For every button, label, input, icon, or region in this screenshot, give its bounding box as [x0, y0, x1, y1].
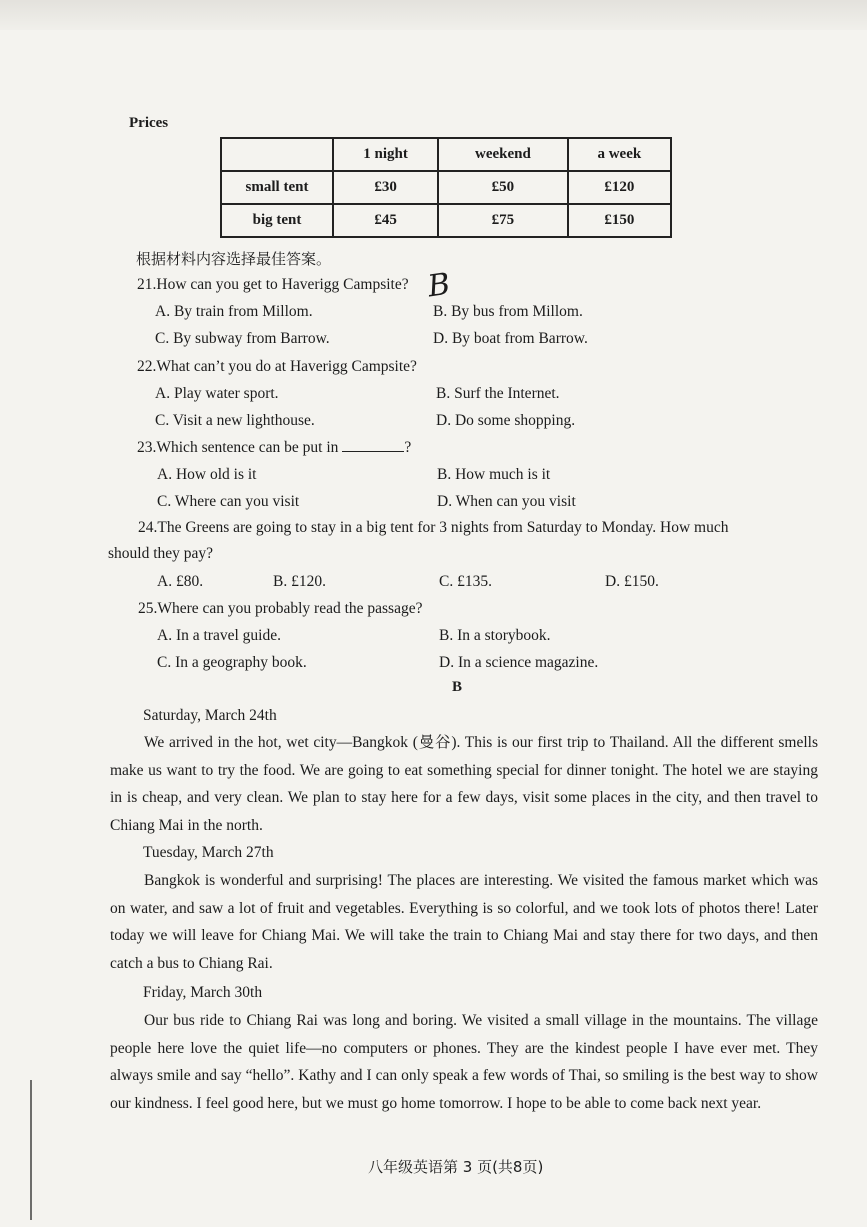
diary-paragraph-3: Our bus ride to Chiang Rai was long and boring. We visited a small village in the mountains. The village people here love the quiet life—no computers or phones. They are the kindest people I have ever met. They always smile and say “hello”. Kathy and I can only speak a few words of Thai, so smiling is the best way to show our kindness. I feel good here, but we must go home tomorrow. I hope to be able to come back next year. [110, 1012, 818, 1112]
table-cell: £150 [568, 204, 671, 237]
table-cell: £45 [333, 204, 438, 237]
diary-date-2: Tuesday, March 27th [143, 844, 274, 861]
table-cell: small tent [221, 171, 333, 204]
table-cell: £50 [438, 171, 567, 204]
table-cell: big tent [221, 204, 333, 237]
option-25c: C. In a geography book. [157, 654, 307, 671]
prices-table [220, 137, 672, 238]
question-25: 25.Where can you probably read the passage? [138, 600, 423, 617]
option-21c: C. By subway from Barrow. [155, 330, 330, 347]
question-23-text: 23.Which sentence can be put in [137, 439, 343, 456]
answer-blank [342, 439, 404, 452]
scan-edge-mark [30, 1080, 32, 1220]
option-22d: D. Do some shopping. [436, 412, 576, 429]
option-22b: B. Surf the Internet. [436, 385, 560, 402]
option-23b: B. How much is it [437, 466, 551, 483]
option-24b: B. £120. [273, 573, 326, 590]
question-24-line1: 24.The Greens are going to stay in a big tent for 3 nights from Saturday to Monday. How much [138, 519, 729, 536]
question-24-line2: should they pay? [108, 545, 214, 562]
section-b-heading: B [452, 679, 463, 695]
diary-paragraph-2: Bangkok is wonderful and surprising! The places are interesting. We visited the famous market which was on water, and saw a lot of fruit and vegetables. Everything is so colorful, and we took lots of photos there! Later today we will leave for Chiang Mai. We will take the train to Chiang Mai and stay there for two days, and then catch a bus to Chiang Rai. [110, 872, 818, 972]
question-23 [137, 439, 411, 457]
handwritten-answer: B [425, 266, 453, 305]
option-24a: A. £80. [157, 573, 204, 590]
option-23c: C. Where can you visit [157, 493, 300, 510]
table-header-cell: weekend [438, 138, 567, 171]
option-22c: C. Visit a new lighthouse. [155, 412, 315, 429]
option-23d: D. When can you visit [437, 493, 576, 510]
option-24c: C. £135. [439, 573, 492, 590]
option-25d: D. In a science magazine. [439, 654, 599, 671]
prices-title: Prices [129, 115, 169, 131]
option-22a: A. Play water sport. [155, 385, 279, 402]
table-cell: £120 [568, 171, 671, 204]
question-21: 21.How can you get to Haverigg Campsite? [137, 276, 409, 293]
option-21d: D. By boat from Barrow. [433, 330, 588, 347]
instruction-text: 根据材料内容选择最佳答案。 [136, 250, 332, 268]
table-header-row [221, 138, 671, 171]
diary-date-3: Friday, March 30th [143, 984, 263, 1001]
option-25a: A. In a travel guide. [157, 627, 281, 644]
table-cell: £75 [438, 204, 567, 237]
option-21a: A. By train from Millom. [155, 303, 313, 320]
option-23a: A. How old is it [157, 466, 257, 483]
option-21b: B. By bus from Millom. [433, 303, 583, 320]
diary-date-1: Saturday, March 24th [143, 707, 277, 724]
page-footer: 八年级英语第 3 页(共8页) [368, 1158, 544, 1176]
option-25b: B. In a storybook. [439, 627, 551, 644]
table-header-cell: a week [568, 138, 671, 171]
scan-top-edge [0, 0, 867, 30]
question-22: 22.What can’t you do at Haverigg Campsite? [137, 358, 417, 375]
diary-paragraph-1: We arrived in the hot, wet city—Bangkok (曼谷). This is our first trip to Thailand. All the different smells make us want to try the food. We are going to eat something special for dinner tonight. The hotel we are staying in is cheap, and very clean. We plan to stay here for a few days, visit some places in the city, and then travel to Chiang Mai in the north. [110, 734, 818, 834]
option-24d: D. £150. [605, 573, 659, 590]
table-header-cell: 1 night [333, 138, 438, 171]
question-23-mark: ? [404, 439, 412, 456]
table-row [221, 171, 671, 204]
table-header-cell [221, 138, 333, 171]
table-cell: £30 [333, 171, 438, 204]
table-row [221, 204, 671, 237]
